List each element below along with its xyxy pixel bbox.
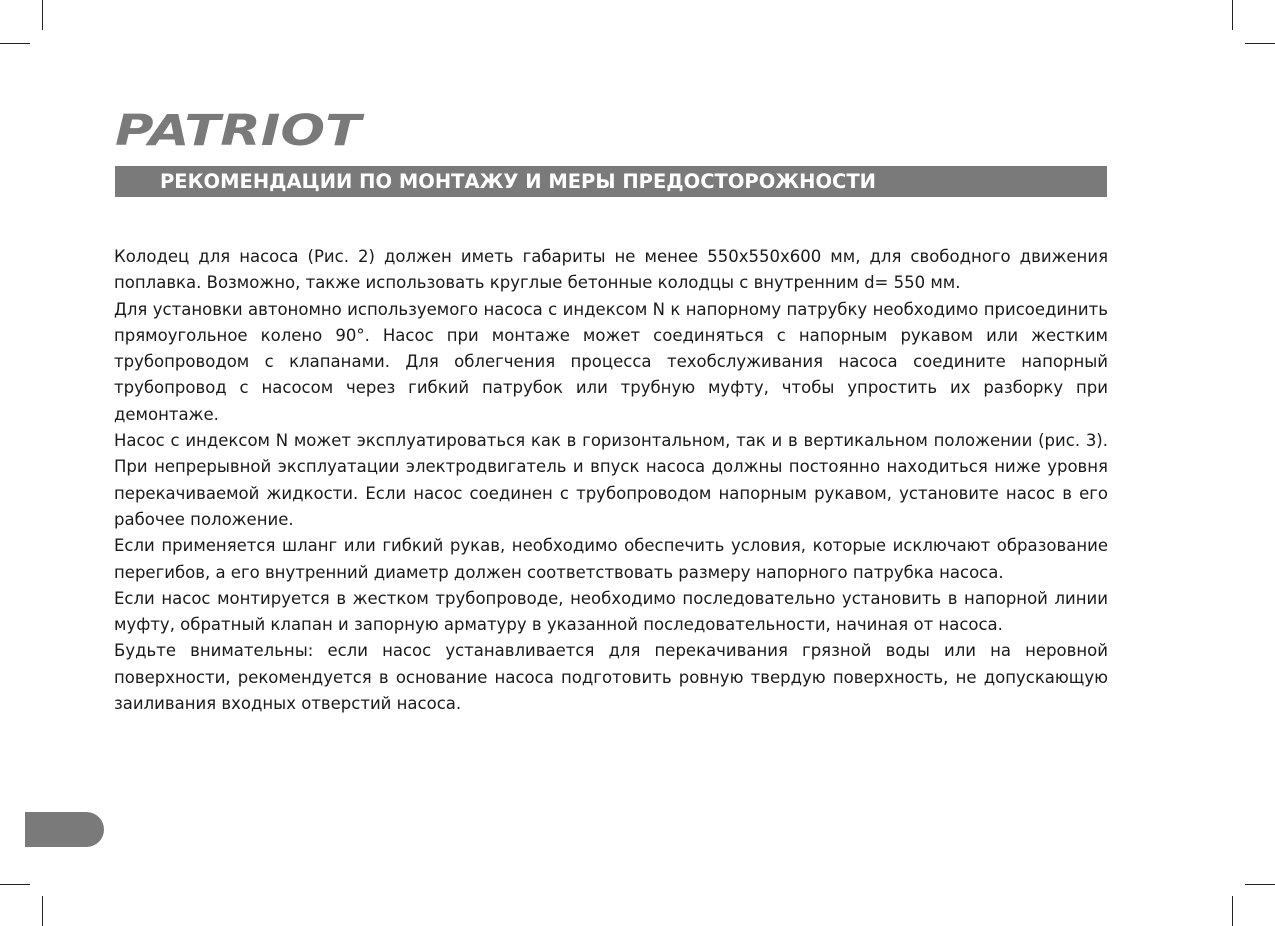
instructions-text <box>114 244 1108 717</box>
paragraph-pipe-connection: Для установки автономно используемого насоса с индексом N к напорному патрубку необходимо присоединить прямоугольное колено 90°. Насос при монтаже может соединяться с напорным рукавом или жестким трубопроводом с клапанами. Для облегчения процесса техобслуживания насоса соедините напорный трубопровод с насосом через гибкий патрубок или трубную муфту, чтобы упростить их разборку при демонтаже. <box>114 299 1108 424</box>
section-header-bar <box>115 166 1107 197</box>
crop-mark-top-left-horizontal <box>0 43 30 44</box>
crop-mark-bottom-right-vertical <box>1232 896 1233 926</box>
page-tab-marker <box>25 812 104 847</box>
paragraph-operating-position: Насос с индексом N может эксплуатироваться как в горизонтальном, так и в вертикальном положении (рис. 3). При непрерывной эксплуатации электродвигатель и впуск насоса должны постоянно находиться ниже уровня перекачиваемой жидкости. Если насос соединен с трубопроводом напорным рукавом, установите насос в его рабочее положение. <box>114 431 1108 529</box>
crop-mark-bottom-left-vertical <box>42 896 43 926</box>
logo-wordmark: PATRIOT <box>115 108 365 152</box>
patriot-logo <box>113 108 365 152</box>
crop-mark-bottom-left-horizontal <box>0 884 30 885</box>
paragraph-rigid-pipeline: Если насос монтируется в жестком трубопроводе, необходимо последовательно установить в напорной линии муфту, обратный клапан и запорную арматуру в указанной последовательности, начиная от насоса. <box>114 588 1108 635</box>
crop-mark-bottom-right-horizontal <box>1245 884 1275 885</box>
crop-mark-top-right-horizontal <box>1245 43 1275 44</box>
paragraph-warning-dirty-water: Будьте внимательны: если насос устанавливается для перекачивания грязной воды или на неровной поверхности, рекомендуется в основание насоса подготовить ровную твердую поверхность, не допускающую заиливания входных отверстий насоса. <box>114 641 1108 714</box>
crop-mark-top-left-vertical <box>42 0 43 30</box>
crop-mark-top-right-vertical <box>1232 0 1233 30</box>
paragraph-well-dimensions: Колодец для насоса (Рис. 2) должен иметь габариты не менее 550х550х600 мм, для свободного движения поплавка. Возможно, также использовать круглые бетонные колодцы с внутренним d= 550 мм. <box>114 247 1108 293</box>
section-title: РЕКОМЕНДАЦИИ ПО МОНТАЖУ И МЕРЫ ПРЕДОСТОРОЖНОСТИ <box>160 170 876 193</box>
paragraph-hose-requirements: Если применяется шланг или гибкий рукав, необходимо обеспечить условия, которые исключают образование перегибов, а его внутренний диаметр должен соответствовать размеру напорного патрубка насоса. <box>114 536 1108 582</box>
